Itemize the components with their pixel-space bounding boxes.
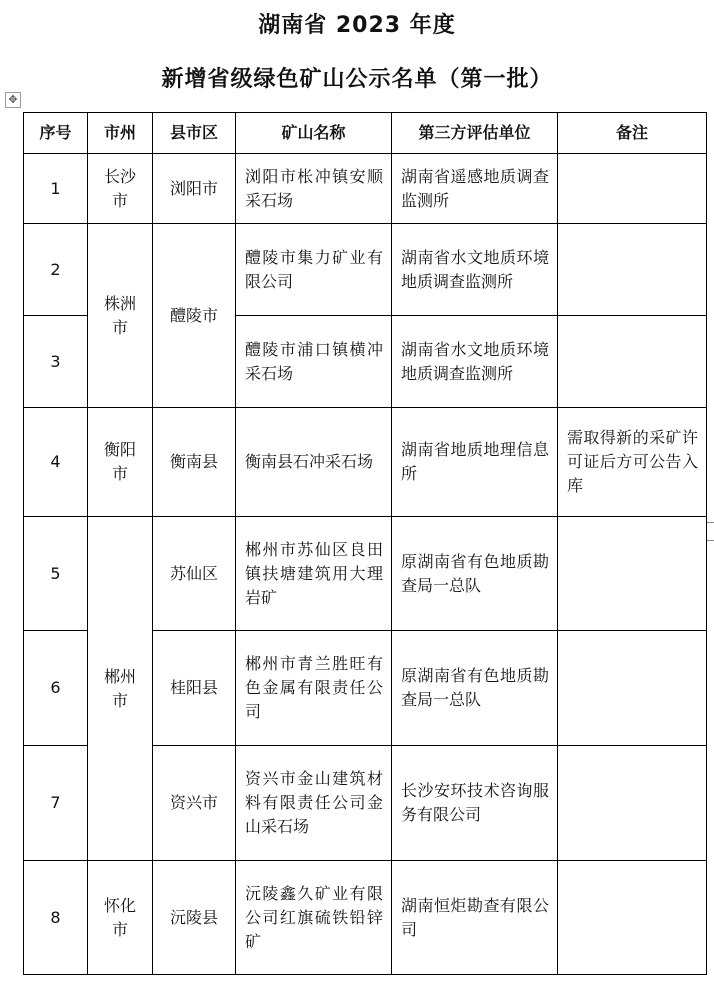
row-mine-name: 浏阳市枨冲镇安顺采石场 bbox=[236, 154, 392, 224]
row-city: 长沙市 bbox=[88, 154, 153, 224]
row-mine-name: 沅陵鑫久矿业有限公司红旗硫铁铅锌矿 bbox=[236, 861, 392, 975]
header-county: 县市区 bbox=[153, 113, 236, 154]
row-mine-name: 资兴市金山建筑材料有限责任公司金山采石场 bbox=[236, 746, 392, 861]
row-no: 2 bbox=[24, 224, 88, 316]
row-county: 浏阳市 bbox=[153, 154, 236, 224]
row-county: 苏仙区 bbox=[153, 517, 236, 631]
row-remark bbox=[558, 631, 707, 746]
row-no: 5 bbox=[24, 517, 88, 631]
row-remark bbox=[558, 224, 707, 316]
row-evaluator: 湖南省水文地质环境地质调查监测所 bbox=[392, 316, 558, 408]
table-header-row bbox=[24, 113, 707, 154]
row-remark bbox=[558, 746, 707, 861]
resize-mark-icon bbox=[706, 522, 714, 523]
row-city: 郴州市 bbox=[88, 517, 153, 861]
row-county: 沅陵县 bbox=[153, 861, 236, 975]
row-county: 桂阳县 bbox=[153, 631, 236, 746]
table-row bbox=[24, 154, 707, 224]
table-row bbox=[24, 517, 707, 631]
row-remark bbox=[558, 316, 707, 408]
row-evaluator: 长沙安环技术咨询服务有限公司 bbox=[392, 746, 558, 861]
row-remark bbox=[558, 861, 707, 975]
row-mine-name: 郴州市苏仙区良田镇扶塘建筑用大理岩矿 bbox=[236, 517, 392, 631]
row-evaluator: 湖南省地质地理信息所 bbox=[392, 408, 558, 517]
title-line-2: 新增省级绿色矿山公示名单（第一批） bbox=[161, 67, 553, 92]
row-evaluator: 原湖南省有色地质勘查局一总队 bbox=[392, 631, 558, 746]
row-remark bbox=[558, 154, 707, 224]
row-mine-name: 醴陵市浦口镇横冲采石场 bbox=[236, 316, 392, 408]
title-line-1: 湖南省 2023 年度 bbox=[258, 13, 456, 38]
row-evaluator: 湖南省遥感地质调查监测所 bbox=[392, 154, 558, 224]
row-mine-name: 衡南县石冲采石场 bbox=[236, 408, 392, 517]
row-mine-name: 郴州市青兰胜旺有色金属有限责任公司 bbox=[236, 631, 392, 746]
resize-mark-icon bbox=[706, 540, 714, 541]
row-county: 资兴市 bbox=[153, 746, 236, 861]
row-evaluator: 湖南恒炬勘查有限公司 bbox=[392, 861, 558, 975]
table-row bbox=[24, 224, 707, 316]
header-evaluator: 第三方评估单位 bbox=[392, 113, 558, 154]
row-no: 4 bbox=[24, 408, 88, 517]
mine-list-table bbox=[23, 112, 707, 975]
row-no: 8 bbox=[24, 861, 88, 975]
row-no: 7 bbox=[24, 746, 88, 861]
row-city: 株洲市 bbox=[88, 224, 153, 408]
row-no: 6 bbox=[24, 631, 88, 746]
table-row bbox=[24, 861, 707, 975]
row-mine-name: 醴陵市集力矿业有限公司 bbox=[236, 224, 392, 316]
table-row bbox=[24, 408, 707, 517]
row-no: 1 bbox=[24, 154, 88, 224]
header-city: 市州 bbox=[88, 113, 153, 154]
row-county: 醴陵市 bbox=[153, 224, 236, 408]
row-county: 衡南县 bbox=[153, 408, 236, 517]
row-evaluator: 原湖南省有色地质勘查局一总队 bbox=[392, 517, 558, 631]
row-evaluator: 湖南省水文地质环境地质调查监测所 bbox=[392, 224, 558, 316]
row-city: 衡阳市 bbox=[88, 408, 153, 517]
header-no: 序号 bbox=[24, 113, 88, 154]
move-handle-icon[interactable]: ✥ bbox=[5, 92, 21, 108]
header-mine-name: 矿山名称 bbox=[236, 113, 392, 154]
row-no: 3 bbox=[24, 316, 88, 408]
row-remark: 需取得新的采矿许可证后方可公告入库 bbox=[558, 408, 707, 517]
header-remark: 备注 bbox=[558, 113, 707, 154]
row-remark bbox=[558, 517, 707, 631]
row-city: 怀化市 bbox=[88, 861, 153, 975]
